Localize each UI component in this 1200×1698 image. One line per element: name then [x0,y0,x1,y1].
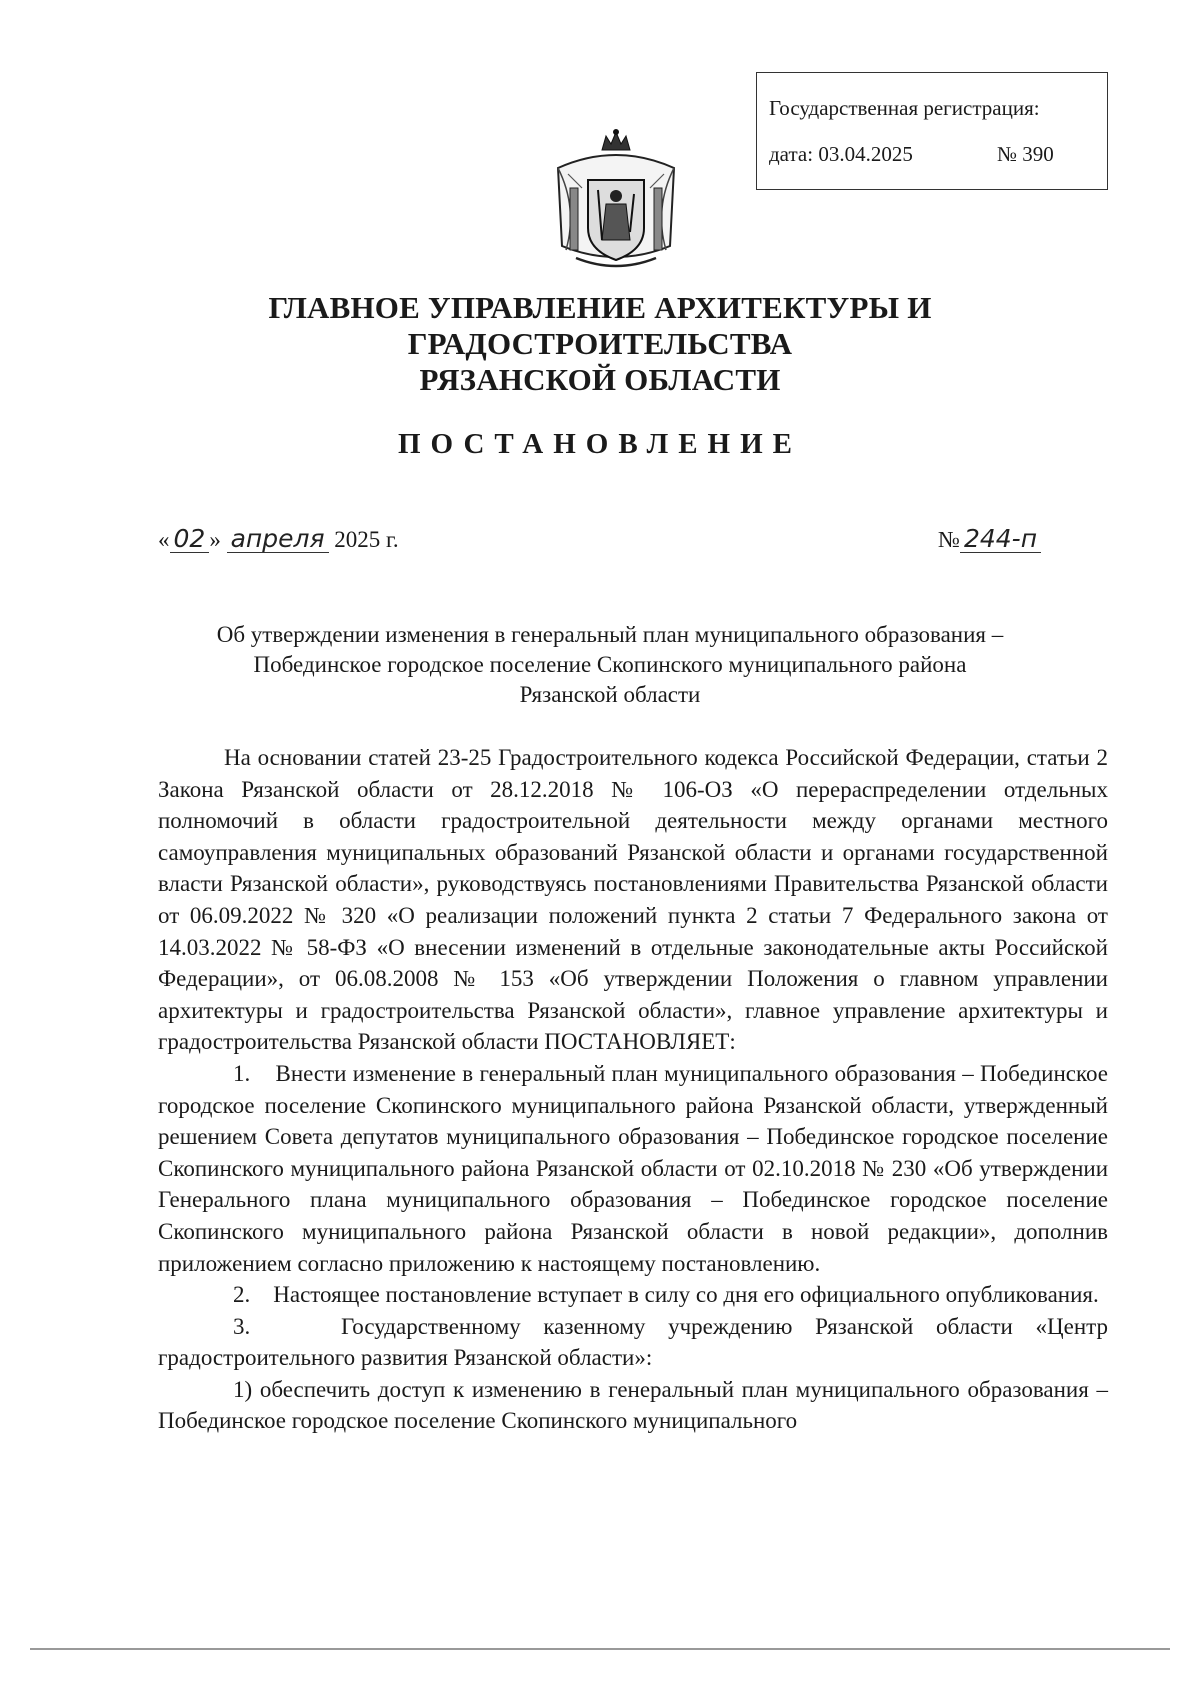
registration-date: дата: 03.04.2025 [769,142,913,166]
registration-number: № 390 [997,142,1054,166]
document-body [158,742,1108,1437]
handwritten-day: 02 [170,526,210,553]
handwritten-number: 244-п [960,526,1041,553]
handwritten-month: апреля [227,526,329,553]
registration-stamp [756,72,1108,190]
preamble-paragraph: На основании статей 23-25 Градостроительного кодекса Российской Федерации, статьи 2 Закона Рязанской области от 28.12.2018 № 106-ОЗ «О перераспределении отдельных полномочий в области градостроительной деятельности между органами местного самоуправления муниципальных образований Рязанской области и органами государственной власти Рязанской области», руководствуясь постановлениями Правительства Рязанской области от 06.09.2022 № 320 «О реализации положений пункта 2 статьи 7 Федерального закона от 14.03.2022 № 58-ФЗ «О внесении изменений в отдельные законодательные акты Российской Федерации», от 06.08.2008 № 153 «Об утверждении Положения о главном управлении архитектуры и градостроительства Рязанской области», главное управление архитектуры и градостроительства Рязанской области ПОСТАНОВЛЯЕТ: [158,745,1108,1055]
clause-3: 3. Государственному казенному учреждению Рязанской области «Центр градостроительного развития Рязанской области»: [158,1313,1108,1371]
coat-of-arms-icon [548,128,684,278]
page-bottom-rule [30,1648,1170,1650]
document-subject: Об утверждении изменения в генеральный план муниципального образования – Побединское городское поселение Скопинского муниципального района Рязанской области [216,622,1004,707]
document-number: № 244-п [938,526,1041,553]
clause-3-subitem-1: 1) обеспечить доступ к изменению в генеральный план муниципального образования – Побединское городское поселение Скопинского муниципального [158,1376,1108,1434]
clause-2: 2. Настоящее постановление вступает в силу со дня его официального опубликования. [233,1282,1099,1308]
document-type-heading: ПОСТАНОВЛЕНИЕ [397,428,802,460]
clause-1: 1. Внести изменение в генеральный план муниципального образования – Побединское городское поселение Скопинского муниципального района Рязанской области, утвержденный решением Совета депутатов муниципального образования – Побединское городское поселение Скопинского муниципального района Рязанской области от 02.10.2018 № 230 «Об утверждении Генерального плана муниципального образования – Побединское городское поселение Скопинского муниципального района Рязанской области в новой редакции», дополнив приложением согласно приложению к настоящему постановлению. [158,1060,1108,1276]
registration-title: Государственная регистрация: [769,96,1040,120]
organization-title: ГЛАВНОЕ УПРАВЛЕНИЕ АРХИТЕКТУРЫ И ГРАДОСТРОИТЕЛЬСТВА РЯЗАНСКОЙ ОБЛАСТИ [268,290,932,397]
document-date: « 02 » апреля 2025 г. [158,524,399,553]
